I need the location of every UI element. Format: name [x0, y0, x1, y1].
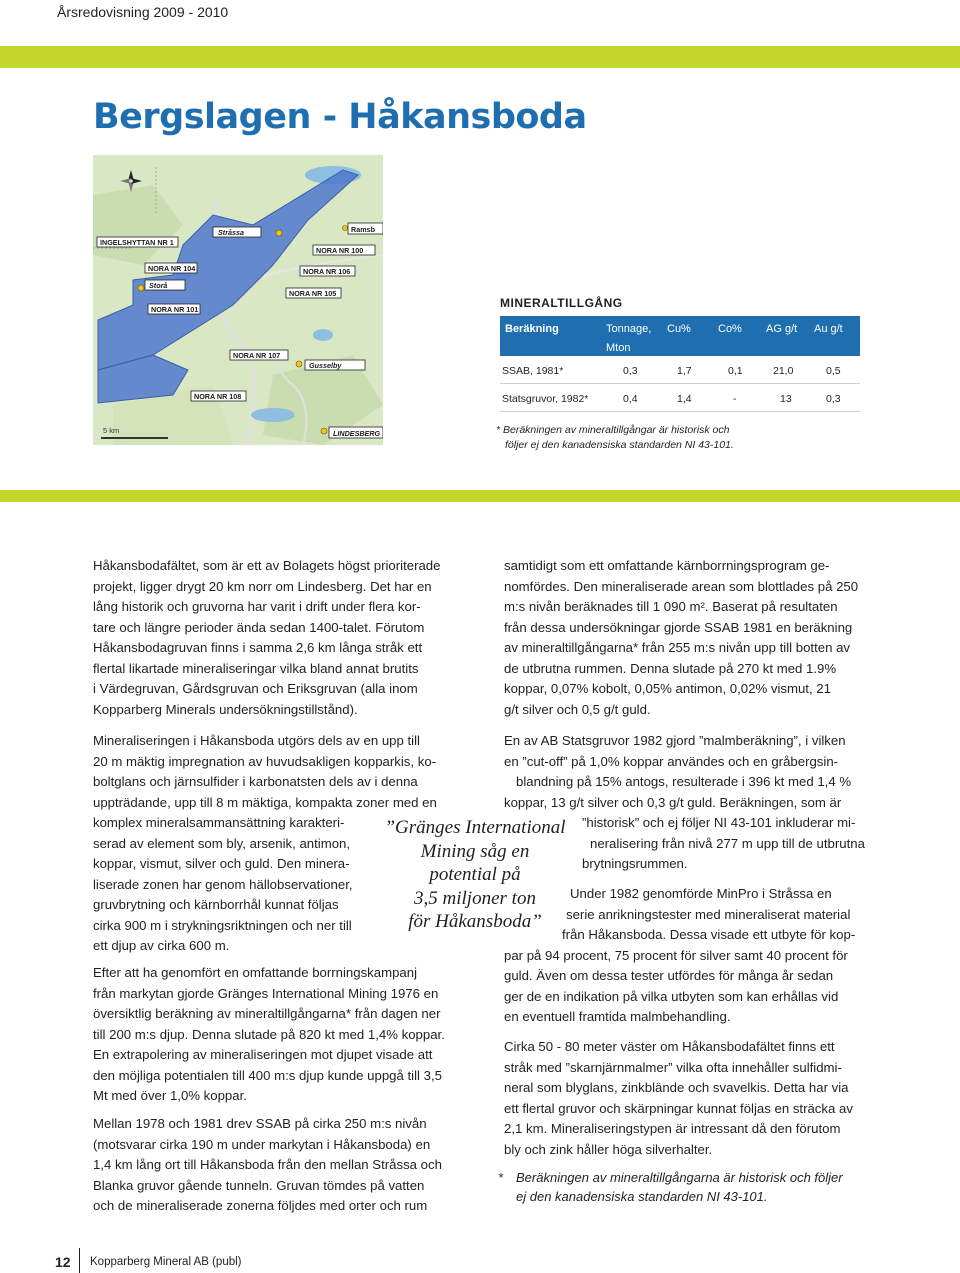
map-label-ingelshyttan: INGELSHYTTAN NR 1: [100, 238, 174, 247]
text-line: uppträdande, upp till 8 m mäktiga, kompakta zoner med en: [93, 794, 437, 810]
header-band: [0, 46, 960, 68]
page-title: Bergslagen - Håkansboda: [93, 97, 587, 137]
text-line: komplex mineralsammansättning karakteri-: [93, 815, 345, 830]
footnote-text: [516, 1168, 886, 1206]
note-line: följer ej den kanadensiska standarden NI 43-101.: [505, 439, 734, 451]
text-line: ger de en indikation på vilka utbyten som kan erhållas vid: [504, 988, 839, 1004]
mineral-table-note: [496, 423, 796, 453]
note-line: * Beräkningen av mineraltillgångar är historisk och: [496, 424, 730, 436]
text-line: från Håkansboda. Dessa visade ett utbyte för kop-: [562, 927, 856, 942]
quote-line: potential på: [429, 864, 521, 885]
col-header-ag: AG g/t: [766, 323, 798, 335]
map-label-gusselby: Gusselby: [309, 361, 342, 370]
page-number: 12: [55, 1254, 71, 1270]
text-line: projekt, ligger drygt 20 km norr om Lindesberg. Det har en: [93, 578, 432, 594]
text-line: av mineraltillgångarna* från 255 m:s nivån upp till botten av: [504, 640, 851, 655]
table-row: [500, 384, 860, 412]
text-line: (motsvarar cirka 190 m under markytan i Håkansboda) en: [93, 1136, 431, 1152]
col-header-tonnage: Tonnage,: [606, 323, 652, 335]
text-line: bly och zink håller höga silverhalter.: [504, 1141, 713, 1157]
text-line: 20 m mäktig impregnation av huvudsakligen kopparkis, ko-: [93, 753, 437, 769]
table-cell: 0,3: [623, 365, 638, 377]
text-span: m:s nivån beräknades till 1 090 m².: [504, 599, 709, 614]
table-row: [500, 356, 860, 384]
body-right-2: [504, 731, 884, 875]
map-label-nora106: NORA NR 106: [303, 267, 351, 276]
table-cell: 1,4: [677, 393, 692, 405]
map-label-nora101: NORA NR 101: [151, 305, 199, 314]
table-cell: SSAB, 1981*: [502, 365, 564, 377]
map-label-stora: Storå: [149, 281, 168, 290]
text-line: från markytan gjorde Gränges International Mining 1976 en: [93, 985, 439, 1001]
text-line: En extrapolering av mineraliseringen mot djupet visade att: [93, 1047, 433, 1062]
text-line: i Värdegruvan, Gårdsgruvan och Eriksgruvan (alla inom: [93, 681, 418, 696]
text-line: ett flertal gruvor och skärpningar kunnat följas en sträcka av: [504, 1100, 853, 1116]
mineral-table: [500, 316, 860, 412]
text-line: blandning på 15% antogs, resulterade i 396 kt med 1,4 %: [516, 774, 852, 789]
text-line: cirka 900 m i strykningsriktningen och ner till: [93, 917, 352, 933]
text-line: [504, 597, 884, 618]
text-line: Mellan 1978 och 1981 drev SSAB på cirka 250 m:s nivån: [93, 1116, 427, 1131]
map-label-nora104: NORA NR 104: [148, 264, 196, 273]
body-right-4: [504, 1037, 884, 1160]
text-line: 1,4 km lång ort till Håkansboda från den mellan Stråssa och: [93, 1157, 442, 1172]
table-cell: 0,4: [623, 393, 638, 405]
body-left-1: [93, 556, 463, 720]
table-cell: 0,5: [826, 365, 841, 377]
col-header-mton: Mton: [606, 342, 631, 354]
text-line: tare och längre perioder ända sedan 1400-talet. Förutom: [93, 619, 425, 635]
text-line: Mt med över 1,0% koppar.: [93, 1088, 247, 1103]
col-header-au: Au g/t: [814, 323, 843, 335]
text-line: Håkansbodagruvan finns i samma 2,6 km långa stråk ett: [93, 640, 423, 655]
text-line: lång historik och gruvorna har varit i drift under flera kor-: [93, 599, 421, 614]
text-line: neralisering från nivå 277 m upp till de utbrutna: [590, 835, 865, 851]
table-cell: -: [733, 393, 737, 405]
text-line: ”historisk” och ej följer NI 43-101 inkluderar mi-: [582, 815, 856, 830]
quote-line: Mining såg en: [420, 840, 530, 862]
text-line: Kopparberg Minerals undersökningstillstånd).: [93, 701, 358, 717]
text-line: En av AB Statsgruvor 1982 gjord ”malmberäkning”, i vilken: [504, 733, 846, 748]
col-header-cu: Cu%: [667, 323, 691, 335]
text-line: flertal likartade mineraliseringar vilka bland annat brutits: [93, 660, 419, 676]
text-line: Blanka gruvor gående tunneln. Gruvan tömdes på vatten: [93, 1177, 425, 1193]
text-line: ett djup av cirka 600 m.: [93, 938, 230, 953]
text-line: Efter att ha genomfört en omfattande borrningskampanj: [93, 965, 418, 980]
text-line: stråk med ”skarnjärnmalmer” vilka ofta innehåller sulfidmi-: [504, 1059, 842, 1075]
mineral-table-title: MINERALTILLGÅNG: [500, 296, 623, 310]
body-right-1: [504, 556, 884, 720]
location-map: [93, 155, 383, 445]
map-label-strassa: Stråssa: [218, 228, 244, 237]
text-line: Cirka 50 - 80 meter väster om Håkansbodafältet finns ett: [504, 1039, 835, 1054]
map-label-nora100: NORA NR 100: [316, 246, 364, 255]
text-line: till 200 m:s djup. Denna slutade på 820 kt med 1,4% koppar.: [93, 1026, 445, 1042]
section-divider: [0, 490, 960, 502]
text-line: Håkansbodafältet, som är ett av Bolagets högst prioriterade: [93, 558, 441, 573]
text-line: koppar, vismut, silver och guld. Den minera-: [93, 856, 350, 871]
text-line: g/t silver och 0,5 g/t guld.: [504, 701, 651, 717]
footnote-marker: *: [498, 1170, 504, 1185]
map-label-lindesberg: LINDESBERG: [333, 429, 381, 438]
table-cell: 1,7: [677, 365, 692, 377]
text-line: gruvbrytning och kärnborrhål kunnat följas: [93, 897, 339, 912]
text-line: koppar, 13 g/t silver och 0,3 g/t guld. Beräkningen, som är: [504, 794, 842, 810]
text-line: serie anrikningstester med mineraliserat material: [566, 906, 851, 922]
map-label-nora107: NORA NR 107: [233, 351, 281, 360]
quote-line: 3,5 miljoner ton: [414, 887, 536, 909]
text-span: Baserat på resultaten: [712, 599, 838, 614]
footnote-line: Beräkningen av mineraltillgångarna är historisk och följer: [516, 1170, 843, 1185]
text-line: guld. Även om dessa tester utfördes för många år sedan: [504, 968, 834, 983]
map-label-nora105: NORA NR 105: [289, 289, 337, 298]
body-left-4: [93, 1114, 468, 1217]
report-header: Årsredovisning 2009 - 2010: [57, 4, 229, 20]
text-line: samtidigt som ett omfattande kärnborrningsprogram ge-: [504, 558, 830, 573]
text-line: den möjliga potentialen till 400 m:s djup kunde uppgå till 3,5: [93, 1067, 442, 1083]
table-cell: 21,0: [773, 365, 794, 377]
text-line: 2,1 km. Mineraliseringstypen är intressant då den förutom: [504, 1121, 841, 1136]
table-cell: 0,3: [826, 393, 841, 405]
map-label-nora108: NORA NR 108: [194, 392, 242, 401]
text-line: de utbrutna rummen. Denna slutade på 270 kt med 1.9%: [504, 660, 837, 676]
map-label-ramsberg: Ramsb: [351, 225, 375, 234]
text-line: neral som blyglans, zinkblände och svavelkis. Detta har via: [504, 1080, 849, 1095]
quote-line: ”Gränges International: [384, 817, 566, 838]
text-line: en eventuell framtida malmbehandling.: [504, 1009, 731, 1024]
text-line: brytningsrummen.: [582, 856, 688, 871]
text-line: översiktlig beräkning av mineraltillgångarna* från dagen ner: [93, 1006, 441, 1021]
table-cell: 13: [780, 393, 792, 405]
text-line: från dessa undersökningar gjorde SSAB 1981 en beräkning: [504, 619, 853, 635]
text-line: Mineraliseringen i Håkansboda utgörs dels av en upp till: [93, 733, 420, 748]
footnote-line: ej den kanadensiska standarden NI 43-101.: [516, 1189, 768, 1204]
table-cell: 0,1: [728, 365, 743, 377]
map-scale-label: 5 km: [103, 426, 120, 435]
text-line: och de mineraliserade zonerna följdes med orter och rum: [93, 1198, 428, 1213]
text-line: boltglans och järnsulfider i karbonatsten dels av i denna: [93, 774, 418, 789]
text-line: nomfördes. Den mineraliserade arean som blottlades på 250: [504, 578, 859, 594]
quote-line: för Håkansboda”: [408, 911, 542, 932]
table-cell: Statsgruvor, 1982*: [502, 393, 589, 405]
col-header-calc: Beräkning: [505, 323, 559, 335]
text-line: Under 1982 genomförde MinPro i Stråssa en: [570, 886, 832, 901]
footer-divider: [79, 1248, 80, 1273]
text-line: liserade zonen har genom hällobservationer,: [93, 876, 353, 892]
col-header-co: Co%: [718, 323, 742, 335]
text-line: en ”cut-off” på 1,0% koppar användes och en gråbergsin-: [504, 753, 839, 769]
footer-company: Kopparberg Mineral AB (publ): [90, 1256, 242, 1268]
text-line: koppar, 0,07% kobolt, 0,05% antimon, 0,02% vismut, 21: [504, 681, 831, 696]
mineral-table-header: [500, 316, 860, 356]
text-line: par på 94 procent, 75 procent för silver samt 40 procent för: [504, 947, 848, 963]
text-line: serad av element som bly, arsenik, antimon,: [93, 835, 351, 851]
body-left-3: [93, 963, 468, 1107]
body-right-3: [504, 884, 884, 1028]
